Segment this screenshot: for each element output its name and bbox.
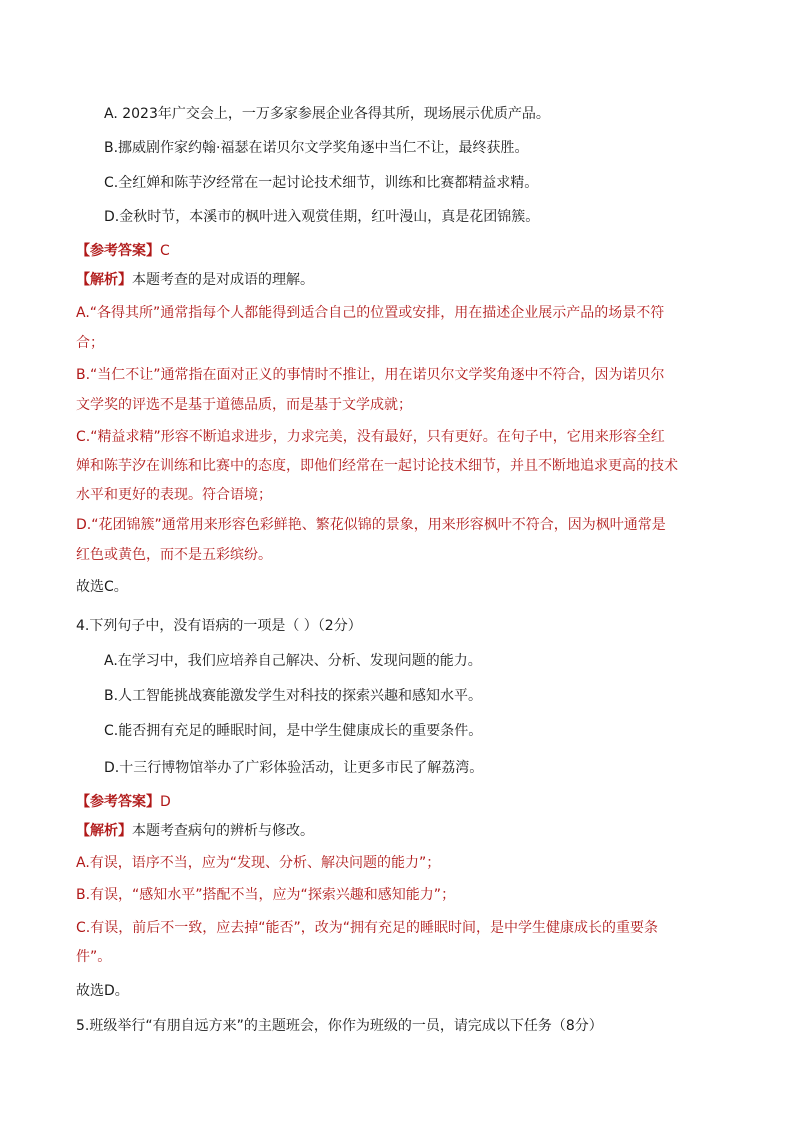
q3-analysis-line: B.“当仁不让”通常指在面对正义的事情时不推让，用在诺贝尔文学奖角逐中不符合，因为诺贝尔 [76, 367, 665, 383]
q3-option-b: B.挪威剧作家约翰·福瑟在诺贝尔文学奖角逐中当仁不让，最终获胜。 [104, 140, 529, 156]
analysis-intro: 本题考查的是对成语的理解。 [132, 272, 314, 288]
answer-value: D [160, 794, 171, 810]
q4-analysis-line: C.有误，前后不一致，应去掉“能否”，改为“拥有充足的睡眠时间，是中学生健康成长的重要条 [76, 920, 658, 936]
q3-option-d: D.金秋时节，本溪市的枫叶进入观赏佳期，红叶漫山，真是花团锦簇。 [104, 209, 540, 225]
q3-analysis-line: 合； [76, 335, 104, 351]
q4-analysis-line: B.有误，“感知水平”搭配不当，应为“探索兴趣和感知能力”； [76, 887, 456, 903]
q3-analysis-line: C.“精益求精”形容不断追求进步，力求完美，没有最好，只有更好。在句子中，它用来形容全红 [76, 429, 665, 445]
q3-analysis-line: 婵和陈芋汐在训练和比赛中的态度，即他们经常在一起讨论技术细节，并且不断地追求更高的技术 [76, 458, 678, 474]
analysis-label: 【解析】 [76, 823, 132, 839]
analysis-label: 【解析】 [76, 272, 132, 288]
q3-conclusion: 故选C。 [76, 579, 128, 595]
q3-answer [76, 241, 170, 261]
q4-analysis-line: A.有误，语序不当，应为“发现、分析、解决问题的能力”； [76, 855, 441, 871]
q4-stem: 4.下列句子中，没有语病的一项是（ ）（2分） [76, 618, 362, 634]
q3-analysis-line: 水平和更好的表现。符合语境； [76, 487, 272, 503]
q3-analysis-line: A.“各得其所”通常指每个人都能得到适合自己的位置或安排，用在描述企业展示产品的场景不符 [76, 305, 665, 321]
q4-conclusion: 故选D。 [76, 983, 129, 999]
q5-stem: 5.班级举行“有朋自远方来”的主题班会，你作为班级的一员，请完成以下任务（8分） [76, 1018, 603, 1034]
q3-analysis-line: 文学奖的评选不是基于道德品质，而是基于文学成就； [76, 397, 412, 413]
q4-option-c: C.能否拥有充足的睡眠时间，是中学生健康成长的重要条件。 [104, 723, 483, 739]
answer-value: C [160, 243, 170, 259]
q3-analysis-header [76, 270, 314, 290]
q4-answer [76, 792, 171, 812]
analysis-intro: 本题考查病句的辨析与修改。 [132, 823, 314, 839]
q4-analysis-line: 件”。 [76, 949, 112, 965]
answer-label: 【参考答案】 [76, 794, 160, 810]
q3-analysis-line: D.“花团锦簇”通常用来形容色彩鲜艳、繁花似锦的景象，用来形容枫叶不符合，因为枫叶通常是 [76, 517, 666, 533]
q4-option-a: A.在学习中，我们应培养自己解决、分析、发现问题的能力。 [104, 653, 482, 669]
q3-option-a: A. 2023年广交会上，一万多家参展企业各得其所，现场展示优质产品。 [104, 106, 550, 122]
q4-option-d: D.十三行博物馆举办了广彩体验活动，让更多市民了解荔湾。 [104, 760, 484, 776]
q3-option-c: C.全红婵和陈芋汐经常在一起讨论技术细节，训练和比赛都精益求精。 [104, 175, 539, 191]
q4-analysis-header [76, 821, 314, 841]
q3-analysis-line: 红色或黄色，而不是五彩缤纷。 [76, 547, 272, 563]
answer-label: 【参考答案】 [76, 243, 160, 259]
q4-option-b: B.人工智能挑战赛能激发学生对科技的探索兴趣和感知水平。 [104, 688, 483, 704]
